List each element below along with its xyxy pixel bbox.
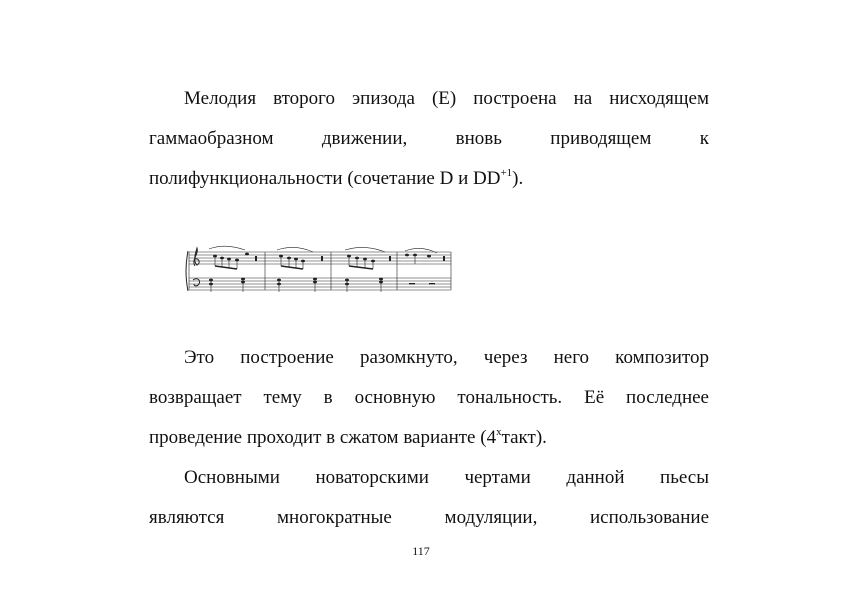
paragraph2-line1: Это построение разомкнуто, через него композитор — [184, 347, 709, 368]
paragraph2-line3 — [149, 426, 709, 450]
superscript-plus-one: +1 — [500, 166, 513, 179]
paragraph2-line2: возвращает тему в основную тональность. Её последнее — [149, 387, 709, 408]
paragraph1-line3-text: полифункциональности (сочетание D и DD — [149, 168, 501, 189]
paragraph1-line2: гаммаобразном движении, вновь приводящем к — [149, 128, 709, 149]
page-number: 117 — [412, 544, 430, 558]
paragraph3-line2: являются многократные модуляции, использование — [149, 507, 709, 528]
music-score-excerpt-icon — [185, 242, 453, 298]
paragraph2-line3-end: такт). — [501, 427, 547, 448]
paragraph1-line1: Мелодия второго эпизода (Е) построена на нисходящем — [184, 88, 709, 109]
paragraph2-line3-text: проведение проходит в сжатом варианте (4 — [149, 427, 497, 448]
paragraph1-line3-end: ). — [512, 168, 524, 189]
paragraph1-line3 — [149, 167, 709, 191]
paragraph3-line1: Основными новаторскими чертами данной пьесы — [184, 467, 709, 488]
superscript-x: х — [496, 425, 502, 438]
